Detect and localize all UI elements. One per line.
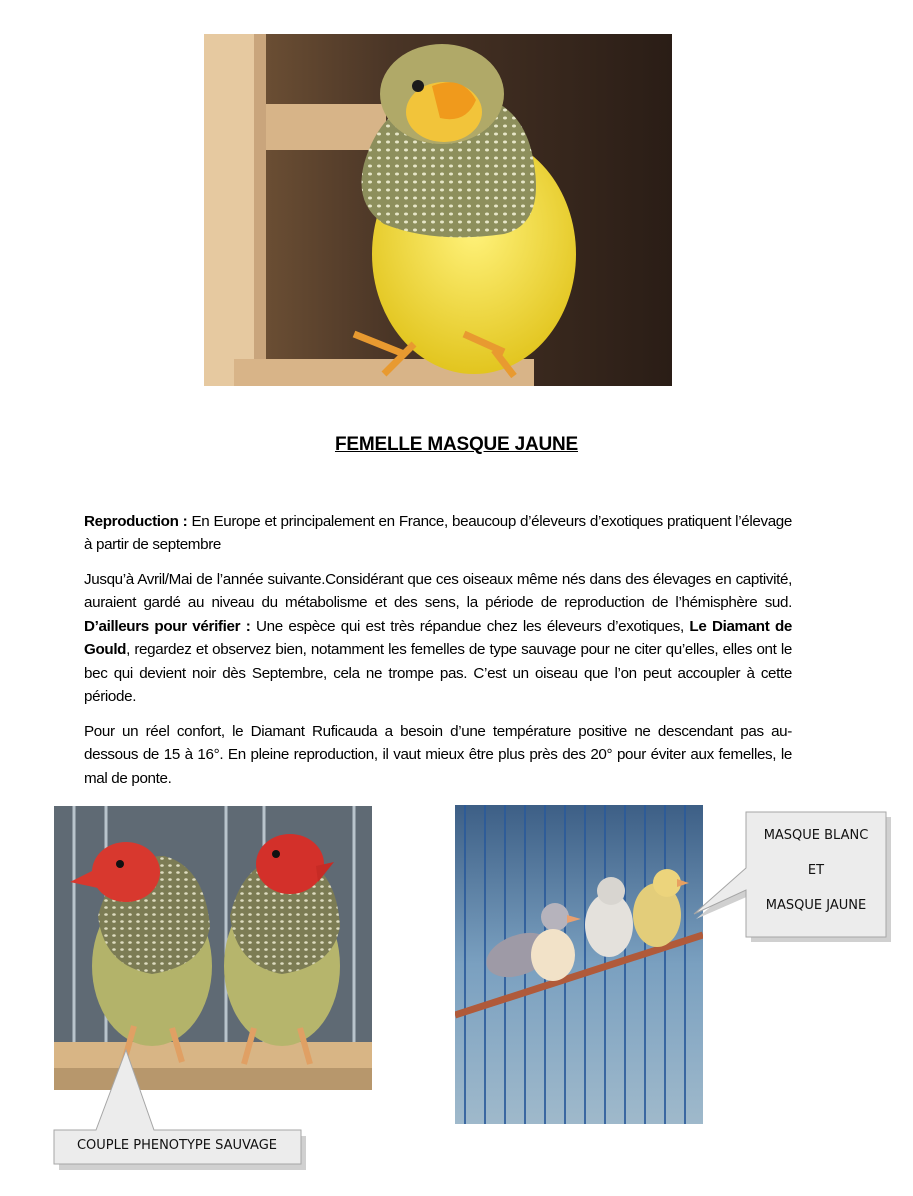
paragraph-temperature (84, 720, 792, 790)
verify-label: D’ailleurs pour vérifier : (84, 617, 251, 635)
callout-masks-label (744, 818, 888, 923)
page-title: FEMELLE MASQUE JAUNE (334, 434, 579, 455)
reproduction-text: En Europe et principalement en France, beaucoup d’éleveurs d’exotiques pratiquent l’élevage à partir de septembre (84, 513, 792, 554)
bird-photo-illustration (204, 34, 672, 386)
photo-female-yellow-mask (204, 34, 672, 386)
photo-white-and-yellow-mask (455, 805, 703, 1124)
gould-diamond-name: Le Diamant de Gould (84, 617, 793, 659)
callout-line-white-mask: MASQUE BLANC (763, 828, 869, 843)
callout-masks (690, 808, 900, 943)
callout-line-and: ET (807, 863, 825, 878)
callout-wild-couple (50, 1040, 310, 1170)
paragraph-reproduction (84, 510, 792, 557)
temperature-text: Pour un réel confort, le Diamant Ruficauda a besoin d’une température positive ne descendant pas au-dessous de 15 à 16°. En pleine reproduction, il vaut mieux être plus près des 20° pour éviter aux femelles, le mal de ponte. (84, 723, 792, 787)
callout-line-yellow-mask: MASQUE JAUNE (765, 898, 867, 913)
captivity-text-a: Jusqu’à Avril/Mai de l’année suivante.Considérant que ces oiseaux même nés dans des élevages en captivité, auraient gardé au niveau du métabolisme et des sens, la période de reproduction de l’hémisphère sud. (84, 571, 792, 612)
paragraph-captivity (84, 568, 792, 708)
callout-wild-couple-label: COUPLE PHENOTYPE SAUVAGE (76, 1138, 278, 1153)
captivity-text-b: Une espèce qui est très répandue chez les éleveurs d’exotiques, (250, 617, 690, 635)
reproduction-label: Reproduction : (84, 513, 188, 530)
captivity-text-c: , regardez et observez bien, notamment les femelles de type sauvage pour ne citer qu’elles, elles ont le bec qui devient noir dès Septembre, cela ne trompe pas. C’est un oiseau que l’on peut accoupler à cette période. (84, 641, 792, 706)
cage-photo-illustration (455, 805, 703, 1124)
